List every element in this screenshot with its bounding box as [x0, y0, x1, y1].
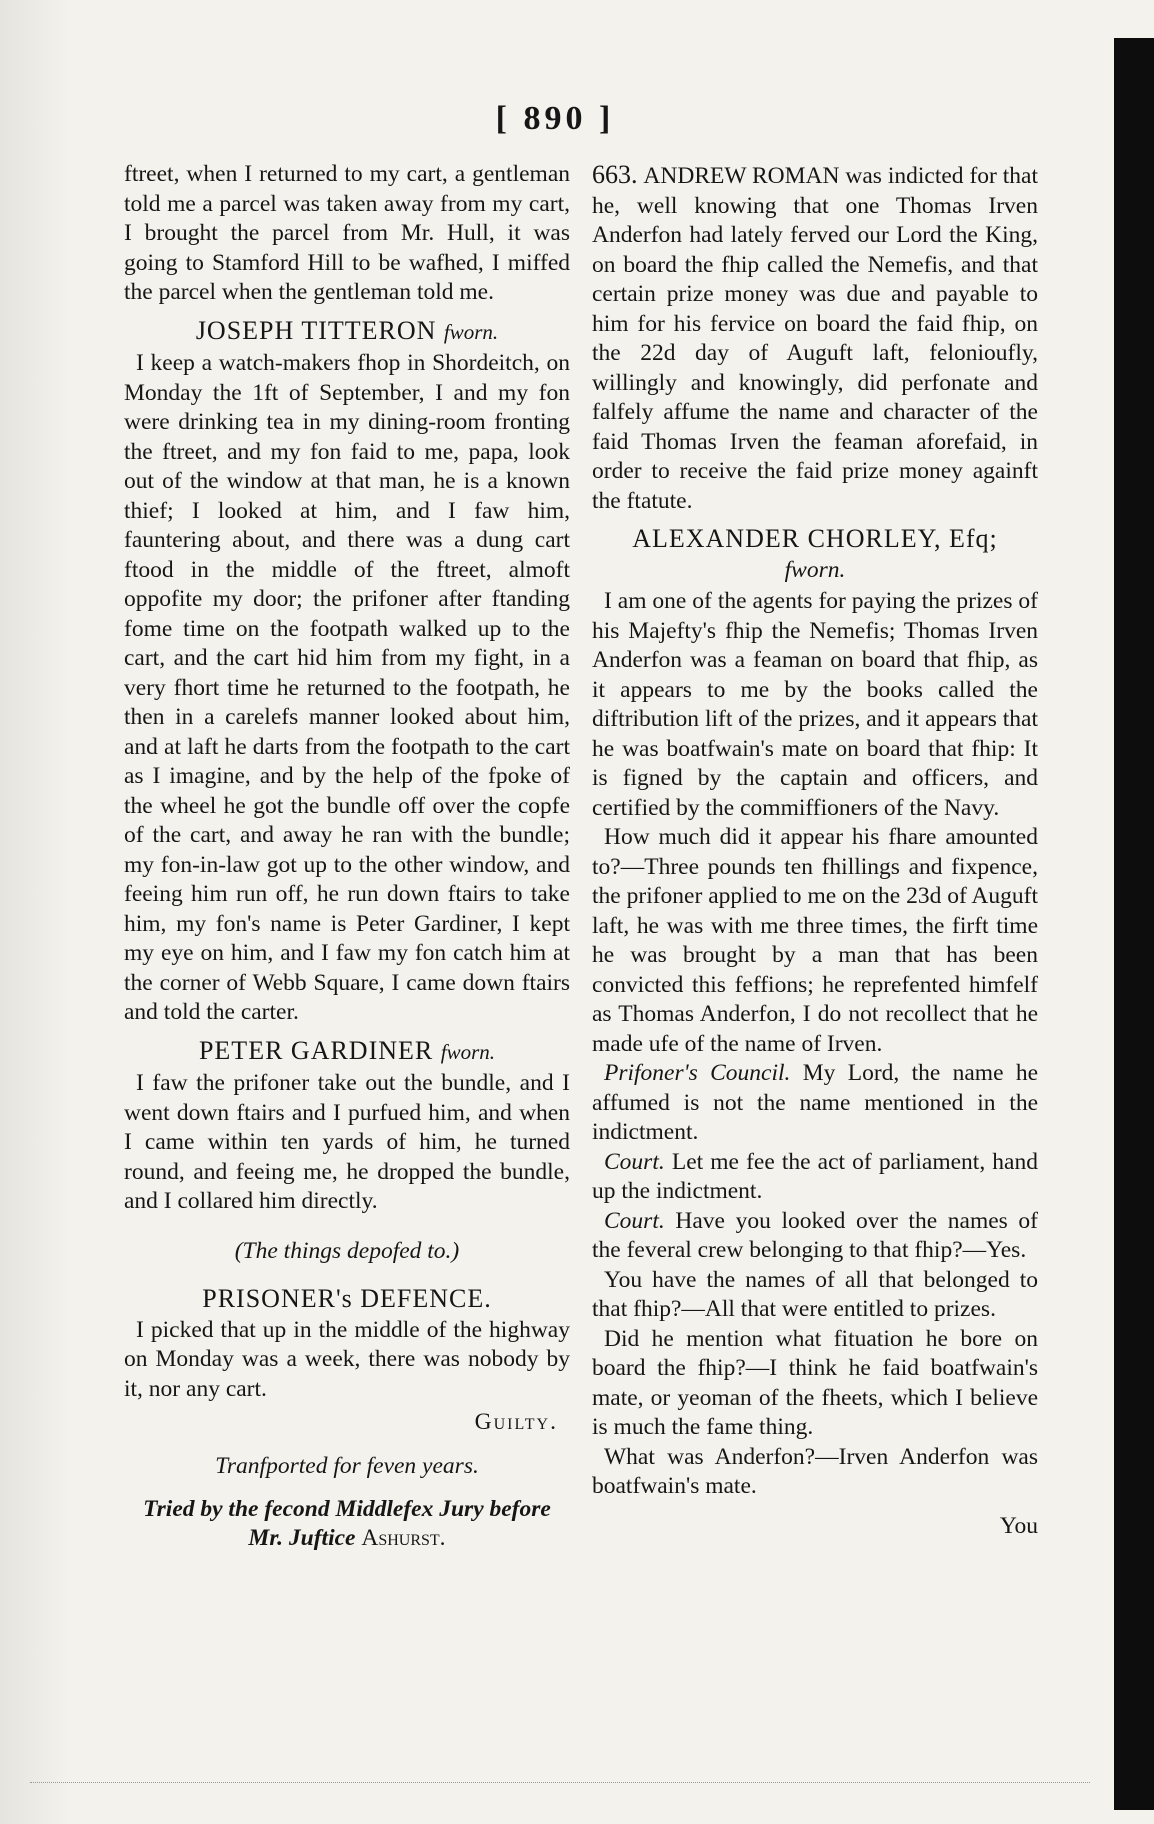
council-text: My Lord, the name he affumed is not the name mentioned in the indictment. [592, 1060, 1039, 1145]
trial-note-text: Tried by the fecond Middlefex Jury before Mr. Juftice [143, 1496, 551, 1551]
court-label: Court. [604, 1148, 665, 1175]
question-situation: Did he mention what fituation he bore on board the fhip?—I think he faid boatfwain's mate, or yeoman of the fheets, which I believe is much the fame thing. [592, 1325, 1038, 1440]
things-deposed: (The things depofed to.) [234, 1237, 460, 1264]
testimony-titteron: I keep a watch-makers fhop in Shordeitch, on Monday the 1ft of September, I and my fon were drinking tea in my dining-room fronting the ftreet, and my fon faid to me, papa, look out of the window at that man, he is a known thief; I looked at him, and I faw him, fauntering about, and there was a dung cart ftood in the middle of the ftreet, almoft oppofite my door; the prifoner after ftanding fome time on the footpath walked up to the cart, and the cart hid him from my fight, in a very fhort time he returned to the footpath, he then in a carelefs manner looked about him, and at laft he darts from the footpath to the cart as I imagine, and by the help of the fpoke of the wheel he got the bundle off over the copfe of the cart, and away he ran with the bundle; my fon-in-law got up to the other window, and feeing him run off, he run down ftairs to take him, my fon's name is Peter Gardiner, I kept my eye on him, and I faw my fon catch him at the corner of Webb Square, I came down ftairs and told the carter. [124, 350, 570, 1025]
court-text: Let me fee the act of parliament, hand up the indictment. [592, 1148, 1038, 1204]
sworn-label: fworn. [784, 556, 846, 583]
indictment-paragraph [592, 160, 1038, 516]
catchword: You [999, 1512, 1038, 1539]
court-label: Court. [604, 1207, 665, 1234]
left-column [124, 160, 570, 1553]
court-remark-2 [592, 1207, 1038, 1266]
intro-paragraph: ftreet, when I returned to my cart, a gentleman told me a parcel was taken away from my cart, I brought the parcel from Mr. Hull, it was going to Stamford Hill to be wafhed, I miffed the parcel when the gentleman told me. [124, 161, 570, 305]
page-number: [ 890 ] [495, 100, 615, 137]
right-column [592, 160, 1038, 1541]
question-anderson: What was Anderfon?—Irven Anderfon was boatfwain's mate. [592, 1443, 1038, 1499]
witness-heading-chorley: ALEXANDER CHORLEY, Efq; [632, 524, 998, 553]
case-number: 663. [592, 160, 638, 189]
council-label: Prifoner's Council. [604, 1060, 791, 1086]
question-names: You have the names of all that belonged to that fhip?—All that were entitled to prizes. [592, 1266, 1038, 1322]
testimony-chorley: I am one of the agents for paying the prizes of his Majefty's fhip the Nemefis; Thomas Irven Anderfon was a feaman on board that fhip, as it appears to me by the books called the diftribution lift of the prizes, and it appears that he was boatfwain's mate on board that fhip: It is figned by the captain and officers, and certified by the commiffioners of the Navy. [592, 588, 1038, 821]
witness-heading-titteron [124, 316, 570, 348]
court-remark-1 [592, 1148, 1038, 1207]
witness-heading-gardiner [124, 1036, 570, 1068]
witness-name: PETER GARDINER [198, 1035, 434, 1065]
defence-text: I picked that up in the middle of the highway on Monday was a week, there was nobody by it, nor any cart. [124, 1316, 570, 1402]
court-text: Have you looked over the names of the feveral crew belonging to that fhip?—Yes. [592, 1207, 1039, 1263]
witness-name: JOSEPH TITTERON [195, 315, 437, 345]
indictment-text: was indicted for that he, well knowing that one Thomas Irven Anderfon had lately ferved our Lord the King, on board the fhip called the Nemefis, and that certain prize money was due and payable to him for his fervice on board the faid fhip, on the 22d day of Auguft laft, felonioufly, willingly and knowingly, did perfonate and falfely affume the name and character of the faid Thomas Irven the feaman aforefaid, in order to receive the faid prize money againft the ftatute. [592, 163, 1039, 514]
testimony-gardiner: I faw the prifoner take out the bundle, and I went down ftairs and I purfued him, and when I came within ten yards of him, he turned round, and feeing me, he dropped the bundle, and I collared him directly. [124, 1070, 570, 1214]
judge-name: Ashurst. [361, 1525, 446, 1551]
sworn-label: fworn. [443, 319, 499, 344]
trial-note [124, 1495, 570, 1553]
defendant-name: ANDREW ROMAN [643, 163, 840, 189]
scan-edge-shadow [0, 0, 70, 1824]
question-share: How much did it appear his fhare amounted to?—Three pounds ten fhillings and fixpence, the prifoner applied to me on the 23d of Auguft laft, he was with me three times, the firft time he was brought by a man that has been convicted this feffions; he reprefented himfelf as Thomas Anderfon, I do not recollect that he made ufe of the name of Irven. [592, 824, 1038, 1057]
sworn-label: fworn. [440, 1039, 496, 1064]
scan-binding-edge [1114, 38, 1154, 1810]
defence-heading: PRISONER's DEFENCE. [202, 1284, 492, 1313]
scan-bottom-edge [30, 1782, 1090, 1784]
council-remark [592, 1059, 1038, 1148]
sentence: Tranfported for feven years. [215, 1452, 479, 1479]
verdict: Guilty. [474, 1409, 558, 1435]
